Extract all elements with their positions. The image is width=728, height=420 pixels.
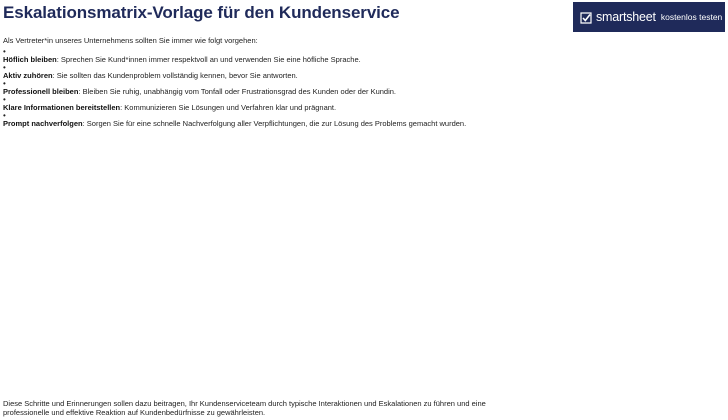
tip-description: : Sie sollten das Kundenproblem vollständig kennen, bevor Sie antworten. [52,71,298,80]
bullet: • [3,63,6,72]
bullet: • [3,47,6,56]
list-item [3,80,466,96]
bullet: • [3,95,6,104]
free-trial-link[interactable]: kostenlos testen [660,12,723,22]
list-item [3,112,466,128]
guideline-list [3,48,466,128]
bullet: • [3,111,6,120]
tip-label: Höflich bleiben [3,55,57,64]
tip-label: Klare Informationen bereitstellen [3,103,121,112]
tip-label: Prompt nachverfolgen [3,119,83,128]
closing-note: Diese Schritte und Erinnerungen sollen dazu beitragen, Ihr Kundenserviceteam durch typische Interaktionen und Eskalationen zu führen und eine professionelle und effektive Reaktion auf Kundenbedürfnisse zu gewährleisten. [3,399,486,417]
list-item [3,64,466,80]
tip-description: : Sprechen Sie Kund*innen immer respektvoll an und verwenden Sie eine höfliche Sprache. [56,55,361,64]
list-item [3,48,466,64]
tip-description: : Bleiben Sie ruhig, unabhängig vom Tonfall oder Frustrationsgrad des Kunden oder der Kundin. [78,87,397,96]
tip-description: : Kommunizieren Sie Lösungen und Verfahren klar und prägnant. [120,103,337,112]
smartsheet-check-icon [580,11,592,23]
page-title: Eskalationsmatrix-Vorlage für den Kundenservice [3,3,400,22]
smartsheet-trial-banner[interactable] [573,2,725,32]
bullet: • [3,79,6,88]
brand-name: smartsheet [596,10,656,24]
tip-label: Professionell bleiben [3,87,79,96]
list-item [3,96,466,112]
tip-label: Aktiv zuhören [3,71,53,80]
intro-text: Als Vertreter*in unseres Unternehmens sollten Sie immer wie folgt vorgehen: [3,36,258,45]
tip-description: : Sorgen Sie für eine schnelle Nachverfolgung aller Verpflichtungen, die zur Lösung des Problems gemacht wurden. [82,119,467,128]
